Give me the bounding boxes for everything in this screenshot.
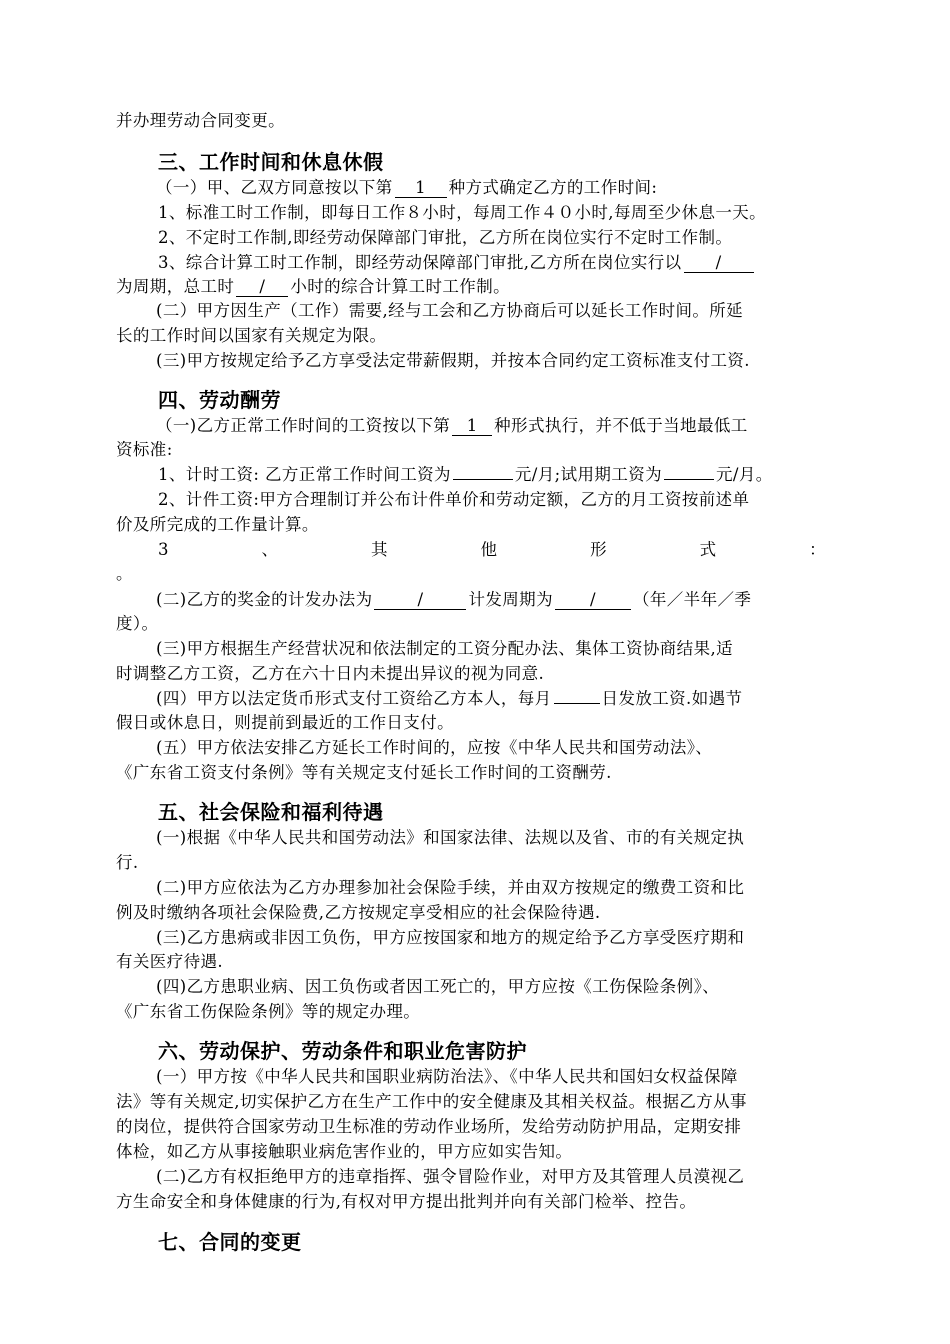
fill-blank (554, 703, 600, 704)
paragraph-line: （一)乙方正常工作时间的工资按以下第 1 种形式执行，并不低于当地最低工 (156, 416, 748, 435)
paragraph-line: 3、综合计算工时工作制，即经劳动保障部门审批,乙方所在岗位实行以 / (158, 251, 838, 275)
paragraph-line: (二)乙方有权拒绝甲方的违章指挥、强令冒险作业，对甲方及其管理人员漠视乙 (156, 1167, 745, 1186)
paragraph-line: 度）。 (116, 614, 159, 633)
paragraph-line: 1、计时工资: 乙方正常工作时间工资为 元/月;试用期工资为 元/月。 (158, 465, 773, 484)
paragraph-line-spread: 3 、 其 他 形 式 ： (158, 540, 826, 559)
paragraph-line: 并办理劳动合同变更。 (116, 111, 285, 130)
paragraph-line: (二)乙方的奖金的计发办法为 / 计发周期为 / （年／半年／季 (156, 590, 752, 609)
paragraph-line: (一)根据《中华人民共和国劳动法》和国家法律、法规以及省、市的有关规定执 (156, 828, 745, 847)
fill-blank: / (684, 254, 754, 273)
paragraph-line: (三)乙方患病或非因工负伤，甲方应按国家和地方的规定给予乙方享受医疗期和 (156, 928, 745, 947)
paragraph-line: 假日或休息日，则提前到最近的工作日支付。 (116, 713, 454, 732)
paragraph-line: 1、标准工时工作制，即每日工作８小时，每周工作４０小时,每周至少休息一天。 (158, 203, 767, 222)
section-heading-4: 四、劳动酬劳 (158, 388, 281, 412)
fill-blank (664, 479, 714, 480)
paragraph-line: 时调整乙方工资，乙方在六十日内未提出异议的视为同意. (116, 664, 545, 683)
fill-blank (453, 479, 513, 480)
fill-blank: / (236, 278, 288, 297)
paragraph-line: (二)甲方应依法为乙方办理参加社会保险手续，并由双方按规定的缴费工资和比 (156, 878, 745, 897)
paragraph-line: (五）甲方依法安排乙方延长工作时间的，应按《中华人民共和国劳动法》、 (156, 738, 713, 757)
paragraph-line: (二）甲方因生产（工作）需要,经与工会和乙方协商后可以延长工作时间。所延 (156, 301, 744, 320)
paragraph-line: 的岗位，提供符合国家劳动卫生标准的劳动作业场所，发给劳动防护用品，定期安排 (116, 1117, 742, 1136)
paragraph-line: 为周期，总工时 / 小时的综合计算工时工作制。 (116, 277, 511, 296)
paragraph-line: (三)甲方根据生产经营状况和依法制定的工资分配办法、集体工资协商结果,适 (156, 639, 734, 658)
section-heading-7: 七、合同的变更 (158, 1230, 302, 1254)
section-heading-5: 五、社会保险和福利待遇 (158, 800, 384, 824)
paragraph-line: 法》等有关规定,切实保护乙方在生产工作中的安全健康及其相关权益。根据乙方从事 (116, 1092, 747, 1111)
paragraph-line: 例及时缴纳各项社会保险费,乙方按规定享受相应的社会保险待遇. (116, 903, 601, 922)
fill-blank: 1 (395, 179, 447, 198)
paragraph-line: 资标准: (116, 440, 173, 459)
paragraph-line: (四)乙方患职业病、因工负伤或者因工死亡的，甲方应按《工伤保险条例》、 (156, 977, 720, 996)
paragraph-line: 2、不定时工作制,即经劳动保障部门审批，乙方所在岗位实行不定时工作制。 (158, 228, 733, 247)
paragraph-line: 价及所完成的工作量计算。 (116, 515, 319, 534)
paragraph-line: 方生命安全和身体健康的行为,有权对甲方提出批判并向有关部门检举、控告。 (116, 1192, 697, 1211)
paragraph-line: 体检，如乙方从事接触职业病危害作业的，甲方应如实告知。 (116, 1142, 573, 1161)
section-heading-3: 三、工作时间和休息休假 (158, 150, 384, 174)
paragraph-line: (三)甲方按规定给予乙方享受法定带薪假期，并按本合同约定工资标准支付工资. (156, 351, 750, 370)
fill-blank: / (374, 591, 466, 610)
paragraph-line: 行. (116, 853, 139, 872)
paragraph-line: 《广东省工资支付条例》等有关规定支付延长工作时间的工资酬劳. (116, 763, 612, 782)
fill-blank: 1 (452, 417, 492, 436)
paragraph-line: (四）甲方以法定货币形式支付工资给乙方本人，每月 日发放工资.如遇节 (156, 689, 743, 708)
paragraph-line: 2、计件工资:甲方合理制订并公布计件单价和劳动定额，乙方的月工资按前述单 (158, 490, 750, 509)
paragraph-line: (一）甲方按《中华人民共和国职业病防治法》、《中华人民共和国妇女权益保障 (156, 1067, 738, 1086)
paragraph-line: 。 (116, 564, 133, 583)
paragraph-line: 有关医疗待遇. (116, 952, 224, 971)
paragraph-line: （一）甲、乙双方同意按以下第 1 种方式确定乙方的工作时间: (156, 178, 658, 197)
fill-blank: / (555, 591, 631, 610)
paragraph-line: 《广东省工伤保险条例》等的规定办理。 (116, 1002, 421, 1021)
section-heading-6: 六、劳动保护、劳动条件和职业危害防护 (158, 1039, 527, 1063)
paragraph-line: 长的工作时间以国家有关规定为限。 (116, 326, 387, 345)
